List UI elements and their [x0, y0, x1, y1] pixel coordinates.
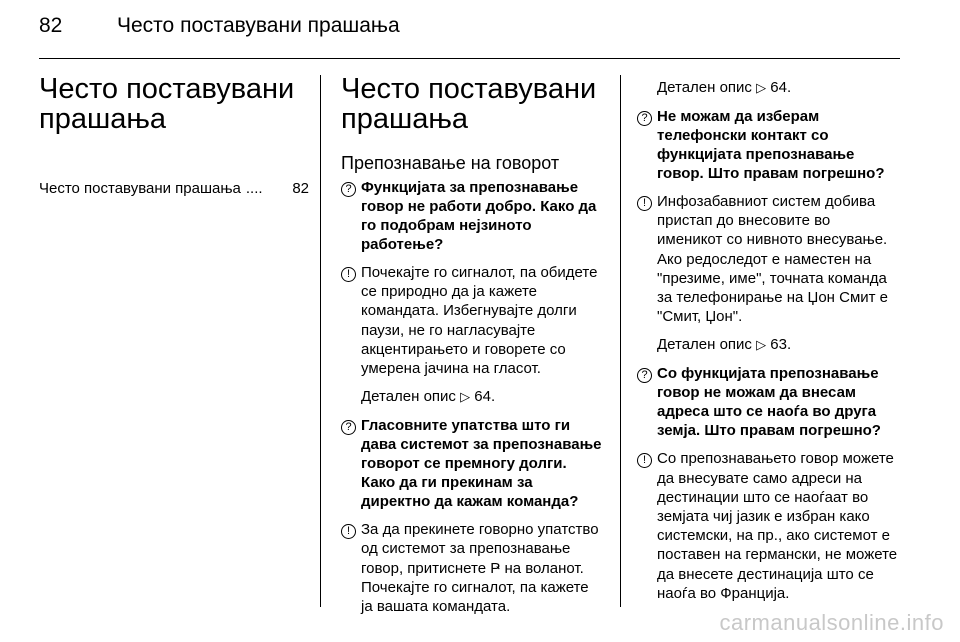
answer-icon: ! [341, 267, 356, 282]
page-arrow-icon: ▷ [756, 337, 767, 353]
question-icon: ? [341, 182, 356, 197]
toc-label: Често поставувани прашања [39, 180, 241, 197]
detail-label: Детален опис [657, 336, 752, 354]
detail-label: Детален опис [657, 79, 752, 96]
page-number: 82 [39, 14, 63, 37]
question-icon: ? [341, 420, 356, 435]
header-rule [39, 58, 900, 59]
voice-talk-icon: Ҏ [490, 559, 501, 577]
question-block [341, 178, 603, 254]
question-text: Гласовните упатства што ги дава системот за препознавање говорот се премногу долги. Како да ги прекинам за директно да кажам команда? [361, 417, 602, 511]
question-text: Функцијата за препознавање говор не работи добро. Како да го подобрам нејзиното работење? [361, 179, 597, 253]
question-icon: ? [637, 111, 652, 126]
detail-page[interactable]: 63. [770, 336, 792, 354]
answer-block [637, 192, 899, 326]
answer-block [341, 263, 603, 378]
answer-icon: ! [341, 524, 356, 539]
toc-dots: .... [245, 180, 263, 197]
question-block [637, 364, 899, 440]
detail-reference [361, 387, 603, 406]
answer-text [361, 520, 603, 616]
question-text: Со функцијата препознавање говор не можам да внесам адреса што се наоѓа во друга земја. Што правам погрешно? [657, 365, 881, 440]
chapter-heading: Често поставувани прашања [39, 73, 295, 135]
faq-column-2 [637, 74, 899, 612]
watermark: carmanualsonline.info [719, 610, 944, 635]
faq-column-1 [341, 74, 603, 625]
page-arrow-icon: ▷ [460, 389, 471, 405]
section-heading: Често поставувани прашања [341, 73, 597, 135]
toc-column [39, 74, 309, 198]
answer-part-1: За да прекинете говорно упатство од системот за препознавање говор, притиснете [361, 521, 599, 577]
question-block [637, 107, 899, 183]
answer-text: Со препознавањето говор можете да внесувате само адреси на дестинации што се наоѓаат во земјата чиј јазик е избран како системски, на пр., ако системот е поставен на германски, не можете да внесете дестинација што се наоѓа во Франција. [657, 450, 898, 602]
detail-reference [657, 335, 899, 354]
question-block [341, 416, 603, 511]
page-arrow-icon: ▷ [756, 80, 767, 95]
detail-label: Детален опис [361, 388, 456, 406]
column-divider-1 [320, 75, 321, 607]
answer-icon: ! [637, 453, 652, 468]
toc-page: 82 [292, 180, 309, 197]
question-text: Не можам да изберам телефонски контакт со функцијата препознавање говор. Што правам погрешно? [657, 108, 885, 182]
answer-block [341, 520, 603, 616]
answer-block [637, 449, 899, 603]
toc-entry[interactable] [39, 180, 309, 198]
question-icon: ? [637, 368, 652, 383]
detail-page[interactable]: 64. [770, 79, 792, 96]
page-title: Често поставувани прашања [117, 14, 400, 37]
answer-icon: ! [637, 196, 652, 211]
answer-part-2: на воланот. Почекајте го сигналот, па кажете ја вашата командата. [361, 559, 589, 616]
answer-text: Почекајте го сигналот, па обидете се природно да ја кажете командата. Избегнувајте долги паузи, не го нагласувајте акцентирањето и говорете со умерена јачина на гласот. [361, 264, 598, 378]
answer-text: Инфозабавниот систем добива пристап до внесовите во именикот со нивното внесување. Ако редоследот е наместен на "презиме, име", точната команда за телефонирање на Џон Смит е "Смит, Џон". [657, 193, 889, 326]
column-divider-2 [620, 75, 621, 607]
subsection-heading: Препознавање на говорот [341, 153, 560, 173]
detail-page[interactable]: 64. [474, 388, 496, 406]
detail-reference [657, 78, 899, 97]
